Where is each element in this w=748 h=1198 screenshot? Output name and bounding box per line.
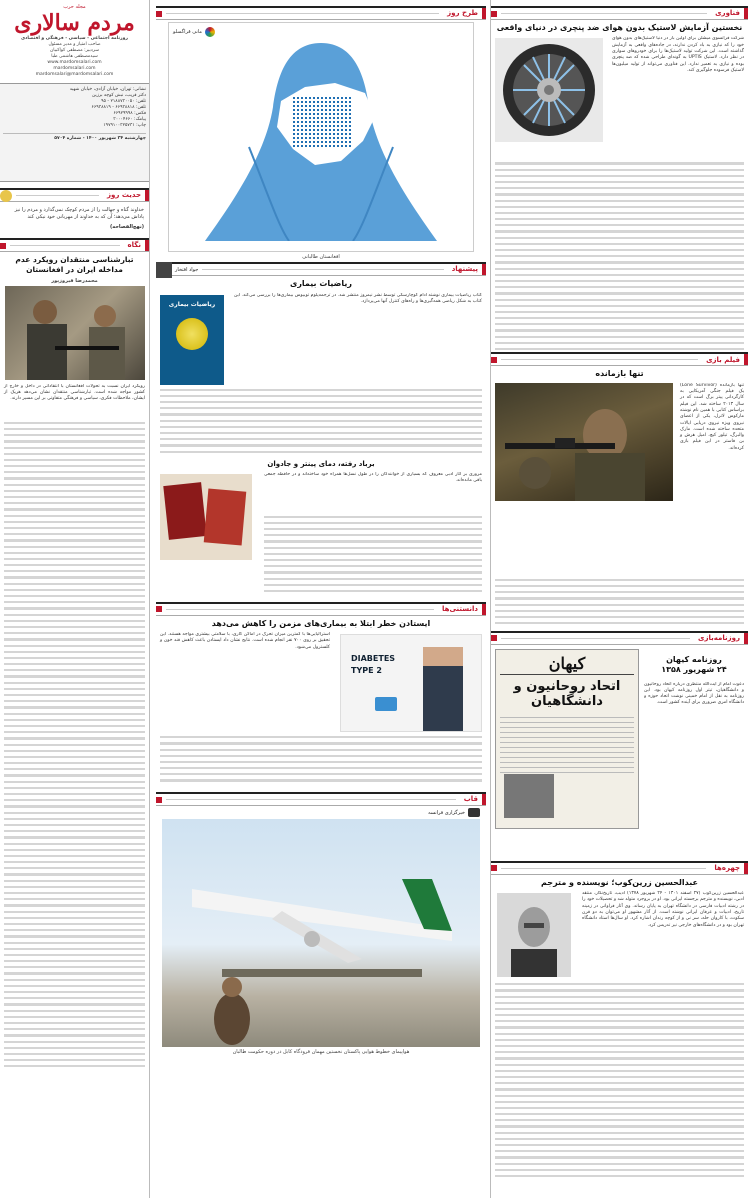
- section-label: دانستنی‌ها: [438, 604, 486, 615]
- film-still-image: [495, 383, 673, 501]
- section-marker: [491, 11, 497, 17]
- fighters-illustration: [5, 286, 145, 380]
- diabetes-photo: [340, 634, 482, 732]
- airless-tire-illustration: [495, 38, 603, 142]
- negah-title: تبارشناسی منتقدان رویکرد عدم مداخله ایران در افغانستان: [15, 255, 134, 274]
- masthead-tagline: روزنامه اجتماعی - سیاسی - فرهنگی و اقتصادی: [20, 36, 128, 42]
- pishnahad-body: کتاب ریاضیات بیماری نوشته آدام کوچارسکی توسط نشر نیمروز منتشر شد. در ترجمه‌پلوم توبیوس بیماری‌ها را بررسی می‌کند. این کتاب به شکل ریاضی همه‌گیری‌ها و راه‌های کنترل آنها می‌پردازد.: [234, 292, 482, 304]
- danestaniha-title: ایستادن خطر ابتلا به بیماری‌های مزمن را کاهش می‌دهد: [211, 618, 431, 628]
- pishnahad-title: ریاضیات بیماری: [289, 279, 352, 289]
- issue-date: چهارشنبه ۲۴ شهریور ۱۴۰۰ - شماره ۵۷۰۴: [3, 133, 146, 142]
- website-link[interactable]: mardomsalari.com: [53, 66, 96, 72]
- section-header-chehreha: [491, 861, 748, 875]
- section-marker: [491, 865, 497, 871]
- publisher-info: [0, 84, 149, 182]
- ruznameh-title: روزنامه کیهان: [666, 654, 722, 664]
- books-photo: [160, 474, 252, 560]
- article-body-continued: [491, 162, 748, 350]
- section-label: طرح روز: [443, 8, 486, 19]
- section-label: حدیث روز: [103, 190, 149, 201]
- info-line: دکتر قریب، نبش کوچه برزین: [91, 93, 146, 98]
- email-link[interactable]: mardomsalari@mardomsalari.com: [35, 72, 114, 78]
- section-label: فناوری: [711, 8, 748, 19]
- section-header-film: [491, 352, 748, 366]
- section-header-negah: [0, 238, 149, 252]
- negah-author: محمدرضا فیروزپور: [51, 277, 98, 284]
- info-line: چاپ: ۱۹۷۹۱۰۰۳۲۵۷۳۱: [103, 123, 146, 128]
- ruznameh-body: دعوت امام از آیت‌الله منتظری درباره اتحاد روحانیون و دانشگاهیان، تیتر اول روزنامه کیهان بود. این روزنامه به نقل از امام خمینی نوشت اتحاد حوزه و دانشگاه امری ضروری برای آینده کشور است.: [644, 681, 744, 706]
- article2-title: برباد رفته، دمای پینتر و جادوان: [267, 459, 375, 468]
- burqa-map-illustration: [169, 37, 473, 241]
- cartoon-frame: [168, 22, 474, 252]
- section-header-pishnahad: [156, 262, 486, 276]
- hadith-icon: [0, 190, 12, 202]
- film-title: تنها بازمانده: [595, 369, 644, 379]
- section-header-danestaniha: [156, 602, 486, 616]
- masthead-line: صاحب امتیاز و مدیر مسئول: [48, 42, 101, 48]
- soldier-with-rifle-illustration: [495, 383, 673, 501]
- masthead: [0, 0, 149, 84]
- section-label: روزنامه‌بازی: [694, 633, 748, 644]
- right-column: [490, 0, 748, 1198]
- section-marker: [491, 635, 497, 641]
- section-header-fanavari: [491, 6, 748, 20]
- danestaniha-body: استرالیایی‌ها با کمترین میزان تحرک در اماکن کاری، با سلامتی بیشتری مواجه هستند. این تحقیق بر روی ۷۰۰ نفر انجام شده است. نتایج نشان داد ایستادن باعث کاهش قند خون و کلسترول می‌شود.: [160, 632, 330, 650]
- section-label: پیشنهاد: [448, 264, 486, 275]
- chehreha-title: عبدالحسین زرین‌کوب؛ نویسنده و مترجم: [541, 877, 698, 887]
- section-header-tarh: [156, 6, 486, 20]
- website-link[interactable]: www.mardomsalari.com: [47, 60, 102, 66]
- section-header-hadith: [0, 188, 149, 202]
- newspaper-clipping-image: [495, 649, 639, 829]
- masthead-line: سردبیر: مصطفی کواکبیان: [49, 48, 99, 54]
- author-name: جواد افتخار: [175, 266, 199, 273]
- portrait-photo: [497, 893, 571, 977]
- artist-name: مانی قراگسلو: [173, 28, 202, 35]
- person-figure: [423, 647, 463, 732]
- masthead-line: سیدمصطفی هاشمی طبا: [51, 54, 98, 60]
- film-body: تنها بازمانده (Lone Survivor) یک فیلم جنگی آمریکایی به کارگردانی پیتر برگ است که در سال ۲۰۱۳ ساخته شد. این فیلم براساس کتابی با همین نام نوشته مارکوس لاترل، یکی از اعضای نیروی ویژه نیروی دریایی ایالات متحده ساخته شده است. مارک والبرگ، تیلور کیچ، امیل هرش و بن فاستر در این فیلم بازی کرده‌اند.: [680, 382, 744, 451]
- artist-logo-icon: [205, 27, 215, 37]
- info-line: نشانی: تهران، خیابان آزادی، خیابان شهید: [69, 87, 146, 92]
- newspaper-logo: مردم سالاری: [14, 10, 135, 37]
- masthead-subtitle: مجله حرب: [63, 4, 86, 10]
- section-label: قاب: [460, 794, 486, 805]
- negah-body: رویکرد ایران نسبت به تحولات افغانستان با انتقاداتی در داخل و خارج از کشور مواجه شده است. تبارشناسی منتقدان نشان می‌دهد هریک از ایشان، ملاحظات فکری، سیاسی و فرهنگی متفاوتی بر این مسیر دارند.: [4, 383, 145, 402]
- photographer-name: خبرگزاری فرانسه: [428, 809, 465, 816]
- virus-icon: [176, 318, 208, 350]
- section-label: فیلم بازی: [702, 354, 748, 365]
- chehreha-body: عبدالحسین زرین‌کوب (۲۷ اسفند ۱۳۰۱ - ۲۴ شهریور ۱۳۷۸) ادیب، تاریخ‌نگار، منتقد ادبی، نویسنده و مترجم برجسته ایرانی بود. او در بروجرد متولد شد و تحصیلات خود را در رشته ادبیات فارسی در دانشگاه تهران به پایان رساند. وی آثار فراوانی در زمینه تاریخ، ادبیات و عرفان ایرانی نوشته است. از آثار مشهور او می‌توان به دو قرن سکوت، با کاروان حله، سر نی و از کوچه رندان اشاره کرد. او سال‌ها استاد دانشگاه تهران بود و در دانشگاه‌های خارجی نیز تدریس کرد.: [582, 891, 744, 928]
- section-marker: [156, 797, 162, 803]
- article2-body: مروری بر آثار ادبی معروف که بسیاری از خوانندگان را در طول نسل‌ها همراه خود ساخته‌اند و در حافظه جمعی باقی مانده‌اند.: [264, 471, 482, 484]
- info-line: تلفن: ۲۱۸۸۷۳۰۰۵۰ - ۹۵: [101, 99, 146, 104]
- book-cover-title: ریاضیات بیماری: [168, 300, 216, 308]
- cartoon-caption: افغانستان طالبانی: [302, 254, 340, 260]
- left-column: [0, 0, 150, 1198]
- pia-airplane-illustration: [162, 819, 480, 1047]
- glucose-meter-icon: [375, 697, 397, 711]
- ruznameh-date: ۲۴ شهریور ۱۳۵۸: [661, 665, 727, 675]
- section-header-ruznameh: [491, 631, 748, 645]
- section-marker: [156, 606, 162, 612]
- airplane-photo: [162, 819, 480, 1047]
- section-label: نگاه: [124, 240, 149, 251]
- taliban-photo: [5, 286, 145, 380]
- section-marker: [491, 357, 497, 363]
- section-marker: [156, 11, 162, 17]
- newspaper-masthead: کیهان: [500, 654, 634, 675]
- middle-column: [156, 0, 486, 1198]
- book-cover-image: [160, 295, 224, 385]
- newspaper-photo: [504, 774, 554, 818]
- section-label: چهره‌ها: [710, 863, 748, 874]
- info-line: فکس: ۶۶۹۲۹۹۹۸: [113, 111, 146, 116]
- newspaper-headline: اتحاد روحانیون و دانشگاهیان: [513, 678, 621, 709]
- author-avatar: [156, 262, 172, 278]
- man-portrait-illustration: [497, 893, 571, 977]
- camera-icon: [468, 808, 480, 817]
- article-title-fanavari: نخستین آزمایش لاستیک بدون هوای ضد پنچری در دنیای واقعی: [496, 23, 743, 32]
- section-header-ghab: [156, 792, 486, 806]
- hadith-text: خداوند گناه و جهالت را از مردم کوچک نمی‌گذارد و مردم را نیز پاداش می‌دهد؛ آن که به خداوند از مهربانی خود نیکی کند: [14, 207, 144, 220]
- info-line: پیامک: ۳۰۰۰۴۶۶۰: [113, 117, 146, 122]
- tire-image: [495, 38, 603, 142]
- photo-caption: هواپیمای خطوط هوایی پاکستان نخستین مهمان فرودگاه کابل در دوره حکومت طالبان: [232, 1049, 410, 1056]
- article-body-fanavari: شرکت فرانسوی میشلن برای اولین بار در دنیا لاستیک‌های بدون هوای خود را که نیازی به باد کردن ندارند، در جاده‌های واقعی به آزمایش گذاشته است. این شرکت تولید لاستیک‌ها را برای خودروهای سواری در نظر دارد. لاستیک UPTIS به گونه‌ای طراحی شده که ضد پنچری بوده و نیازی به تعمیر ندارد. این فناوری می‌تواند از تولید میلیون‌ها لاستیک فرسوده جلوگیری کند.: [612, 36, 744, 73]
- info-line: تلفن: ۶۶۹۳۸۸۱۸ - ۶۶۹۳۸۸۱۹: [91, 105, 146, 110]
- hadith-source: (نهج‌الفصاحه): [110, 224, 144, 230]
- section-marker: [0, 243, 6, 249]
- diabetes-sign: DIABETES TYPE 2: [351, 654, 396, 676]
